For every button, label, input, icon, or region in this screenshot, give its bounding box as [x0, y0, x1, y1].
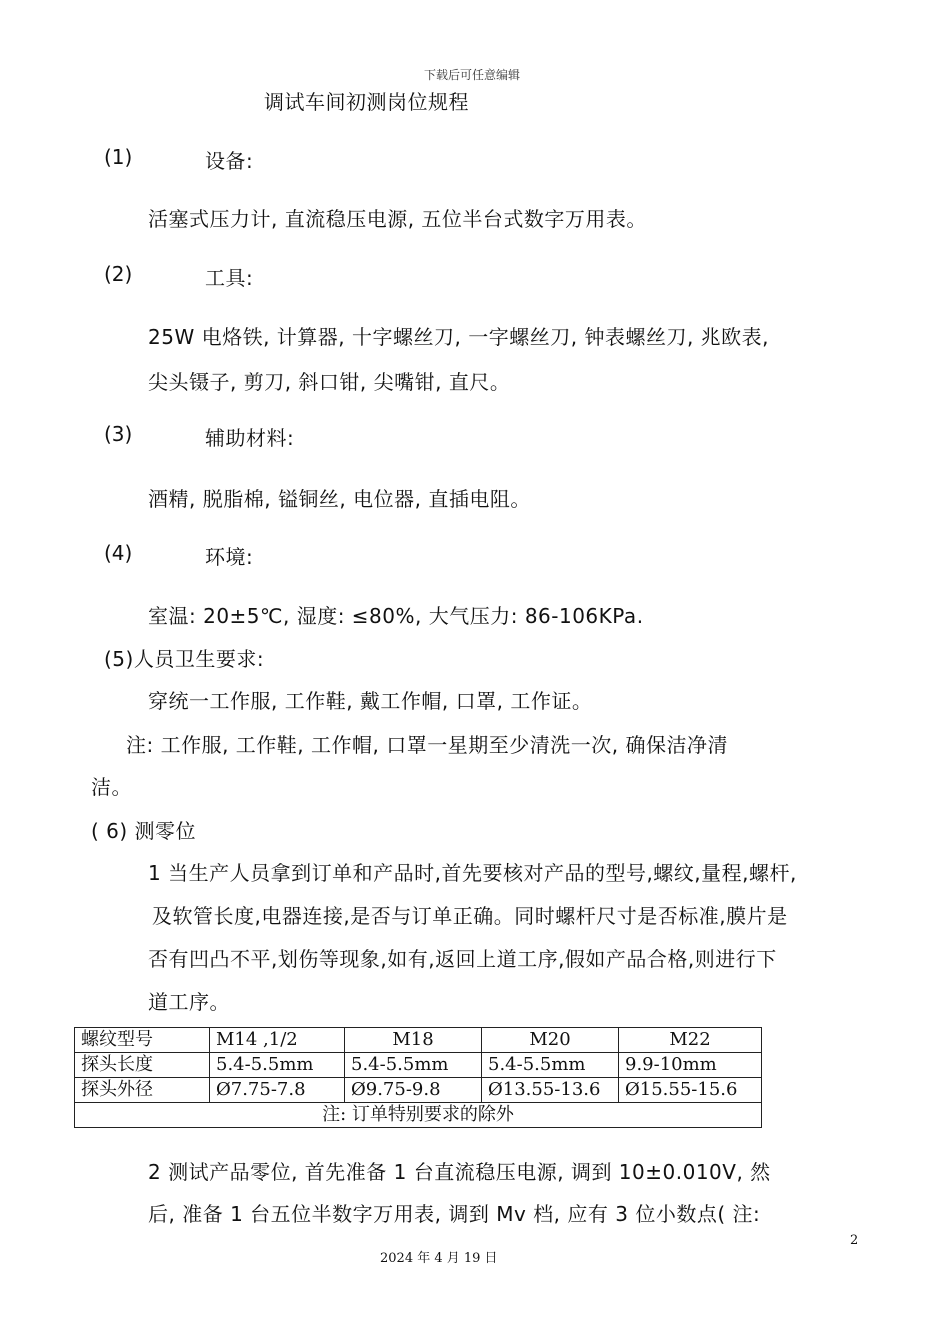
section-6-p1-line3: 否有凹凸不平,划伤等现象,如有,返回上道工序,假如产品合格,则进行下	[148, 947, 777, 971]
table-note: 注: 订单特别要求的除外	[75, 1103, 762, 1128]
section-6-p1-line1: 1 当生产人员拿到订单和产品时,首先要核对产品的型号,螺纹,量程,螺杆,	[148, 861, 797, 885]
footer-date: 2024 年 4 月 19 日	[380, 1251, 498, 1266]
section-5-note-line2: 洁。	[91, 775, 132, 799]
table-cell: 5.4-5.5mm	[345, 1053, 482, 1078]
section-4-content: 室温: 20±5℃, 湿度: ≤80%, 大气压力: 86-106KPa.	[148, 604, 644, 628]
section-4-number: (4)	[104, 541, 133, 565]
section-1-number: (1)	[104, 145, 133, 169]
section-6-p2-line1: 2 测试产品零位, 首先准备 1 台直流稳压电源, 调到 10±0.010V, 然	[148, 1160, 771, 1184]
table-cell: Ø13.55-13.6	[482, 1078, 619, 1103]
section-2-line1: 25W 电烙铁, 计算器, 十字螺丝刀, 一字螺丝刀, 钟表螺丝刀, 兆欧表,	[148, 325, 770, 349]
table-cell: 9.9-10mm	[619, 1053, 762, 1078]
table-row	[75, 1078, 762, 1103]
section-5-note-line1: 注: 工作服, 工作鞋, 工作帽, 口罩一星期至少清洗一次, 确保洁净清	[126, 733, 728, 757]
table-cell: M22	[619, 1028, 762, 1053]
probe-spec-table	[74, 1027, 762, 1128]
section-4-label: 环境:	[205, 545, 254, 569]
section-6-p1-line4: 道工序。	[148, 990, 230, 1014]
table-cell: Ø15.55-15.6	[619, 1078, 762, 1103]
section-5-heading: (5)人员卫生要求:	[104, 647, 265, 671]
section-6-heading: ( 6) 测零位	[91, 819, 197, 843]
section-3-label: 辅助材料:	[205, 426, 295, 450]
table-cell: 5.4-5.5mm	[482, 1053, 619, 1078]
section-6-p1-line2: 及软管长度,电器连接,是否与订单正确。同时螺杆尺寸是否标准,膜片是	[152, 904, 788, 928]
table-row	[75, 1028, 762, 1053]
table-cell: Ø7.75-7.8	[210, 1078, 345, 1103]
table-cell: M18	[345, 1028, 482, 1053]
section-5-content: 穿统一工作服, 工作鞋, 戴工作帽, 口罩, 工作证。	[148, 689, 593, 713]
document-title: 调试车间初测岗位规程	[264, 90, 469, 114]
table-cell: M20	[482, 1028, 619, 1053]
table-row	[75, 1103, 762, 1128]
section-3-number: (3)	[104, 422, 133, 446]
section-1-label: 设备:	[205, 149, 254, 173]
table-cell: 螺纹型号	[75, 1028, 210, 1053]
table-cell: M14 ,1/2	[210, 1028, 345, 1053]
section-2-number: (2)	[104, 262, 133, 286]
section-2-label: 工具:	[205, 266, 254, 290]
table-row	[75, 1053, 762, 1078]
section-1-content: 活塞式压力计, 直流稳压电源, 五位半台式数字万用表。	[148, 207, 647, 231]
table-cell: 探头外径	[75, 1078, 210, 1103]
page-number: 2	[850, 1233, 859, 1248]
table-cell: 探头长度	[75, 1053, 210, 1078]
section-2-line2: 尖头镊子, 剪刀, 斜口钳, 尖嘴钳, 直尺。	[148, 370, 511, 394]
header-note: 下载后可任意编辑	[424, 68, 521, 82]
section-6-p2-line2: 后, 准备 1 台五位半数字万用表, 调到 Mv 档, 应有 3 位小数点( 注:	[148, 1202, 761, 1226]
table-cell: Ø9.75-9.8	[345, 1078, 482, 1103]
table-cell: 5.4-5.5mm	[210, 1053, 345, 1078]
section-3-content: 酒精, 脱脂棉, 镒铜丝, 电位器, 直插电阻。	[148, 487, 531, 511]
